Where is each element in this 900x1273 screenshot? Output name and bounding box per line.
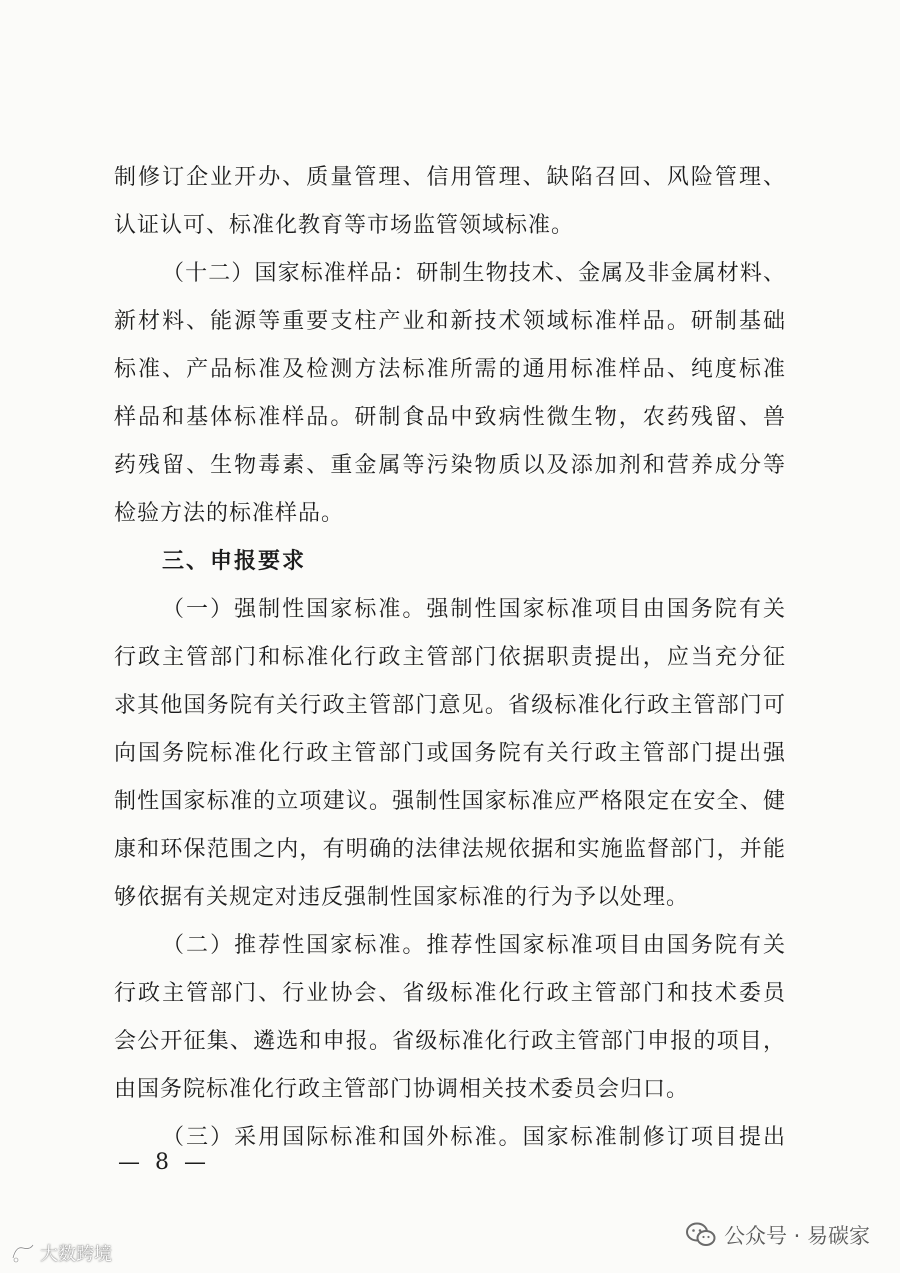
wechat-icon (686, 1222, 716, 1248)
body-line: （十二）国家标准样品：研制生物技术、金属及非金属材料、 (162, 261, 786, 286)
watermark-text: 大数跨境 (40, 1244, 112, 1265)
body-line: 样品和基体标准样品。研制食品中致病性微生物，农药残留、兽 (114, 405, 786, 430)
body-line: 行政主管部门和标准化行政主管部门依据职责提出，应当充分征 (114, 645, 786, 670)
body-line: 康和环保范围之内，有明确的法律法规依据和实施监督部门，并能 (114, 837, 786, 862)
watermark (10, 1240, 112, 1266)
body-line: 检验方法的标准样品。 (114, 501, 345, 526)
body-line: （三）采用国际标准和国外标准。国家标准制修订项目提出 (162, 1125, 786, 1150)
body-line: （二）推荐性国家标准。推荐性国家标准项目由国务院有关 (162, 933, 786, 958)
body-line: 标准、产品标准及检测方法标准所需的通用标准样品、纯度标准 (114, 357, 786, 382)
wechat-account-name: 公众号 · 易碳家 (723, 1224, 870, 1248)
body-line: 行政主管部门、行业协会、省级标准化行政主管部门和技术委员 (114, 981, 786, 1006)
body-line: 会公开征集、遴选和申报。省级标准化行政主管部门申报的项目， (114, 1029, 786, 1054)
body-line: 制性国家标准的立项建议。强制性国家标准应严格限定在安全、健 (114, 789, 786, 814)
page-number: — 8 — (118, 1150, 210, 1175)
body-line: 制修订企业开办、质量管理、信用管理、缺陷召回、风险管理、 (114, 165, 786, 190)
watermark-logo-icon (10, 1242, 36, 1264)
body-line: 由国务院标准化行政主管部门协调相关技术委员会归口。 (114, 1077, 690, 1102)
body-line: 药残留、生物毒素、重金属等污染物质以及添加剂和营养成分等 (114, 453, 786, 478)
body-line: 认证认可、标准化教育等市场监管领域标准。 (114, 213, 575, 238)
body-line: 向国务院标准化行政主管部门或国务院有关行政主管部门提出强 (114, 741, 786, 766)
wechat-account-badge (686, 1220, 870, 1250)
body-line: 新材料、能源等重要支柱产业和新技术领域标准样品。研制基础 (114, 309, 786, 334)
body-line: 求其他国务院有关行政主管部门意见。省级标准化行政主管部门可 (114, 693, 786, 718)
section-heading: 三、申报要求 (162, 549, 307, 574)
body-line: 够依据有关规定对违反强制性国家标准的行为予以处理。 (114, 885, 690, 910)
body-line: （一）强制性国家标准。强制性国家标准项目由国务院有关 (162, 597, 786, 622)
